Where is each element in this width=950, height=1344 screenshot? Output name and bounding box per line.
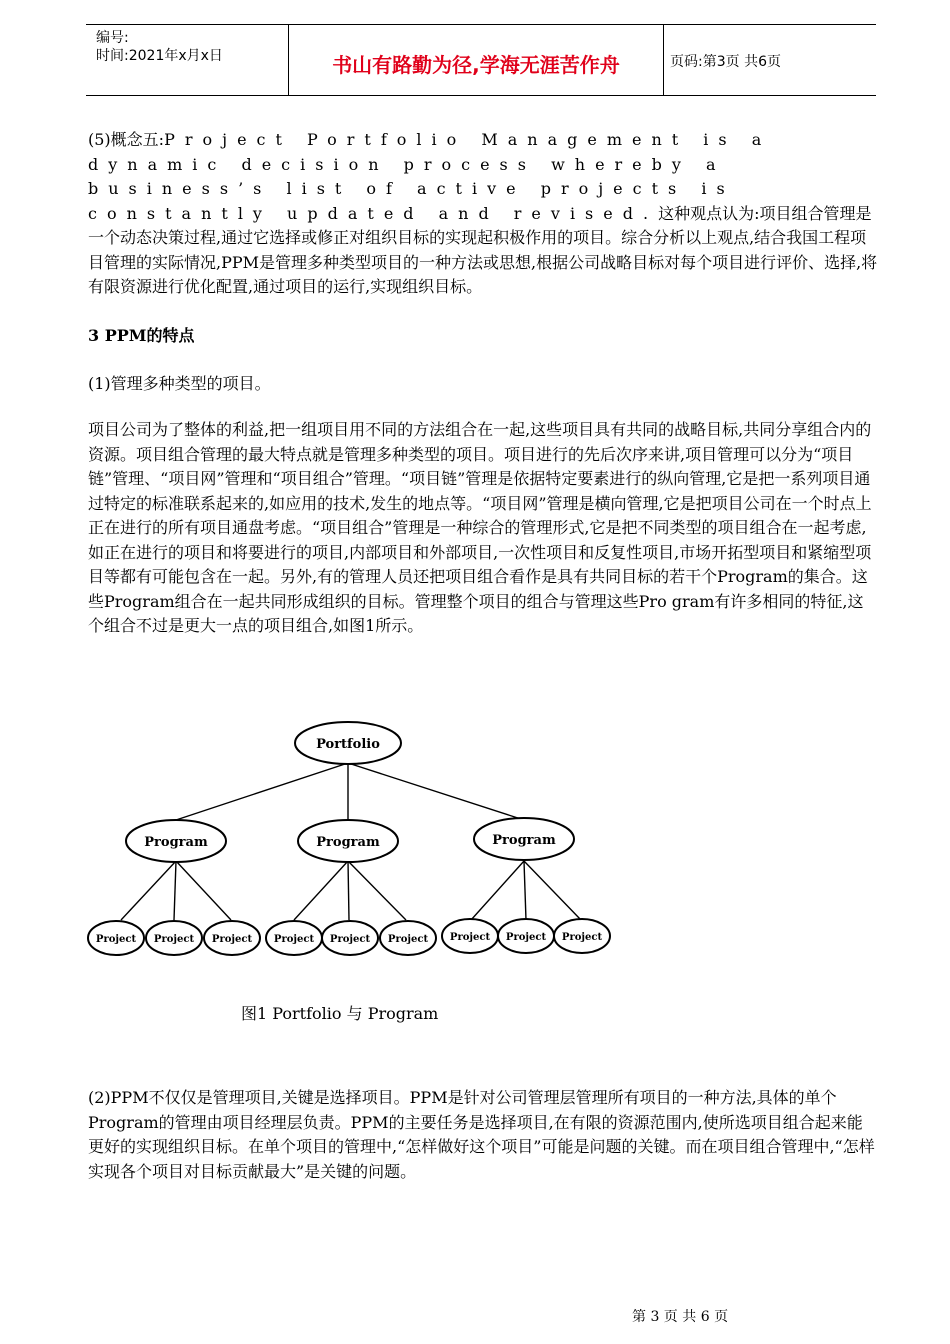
page-header	[86, 24, 876, 96]
page-footer: 第 3 页 共 6 页	[632, 1309, 729, 1325]
subheading-1: (1)管理多种类型的项目。	[88, 374, 271, 393]
figure-caption: 图1 Portfolio 与 Program	[241, 1004, 439, 1023]
project-label: Project	[561, 932, 603, 943]
program-label: Program	[316, 835, 380, 850]
header-page-number: 页码:第3页 共6页	[670, 54, 781, 70]
paragraph-ppm-selection: (2)PPM不仅仅是管理项目,关键是选择项目。PPM是针对公司管理层管理所有项目的一种方法,具体的单个Program的管理由项目经理层负责。PPM的主要任务是选择项目,在有限的资源范围内,使所选项目组合起来能更好的实现组织目标。在单个项目的管理中,“怎样做好这个项目”可能是问题的关键。而在项目组合管理中,“怎样实现各个项目对目标贡献最大”是关键的问题。	[88, 1088, 875, 1181]
paragraph-ppm-types: 项目公司为了整体的利益,把一组项目用不同的方法组合在一起,这些项目具有共同的战略目标,共同分享组合内的资源。项目组合管理的最大特点就是管理多种类型的项目。项目进行的先后次序来讲,项目管理可以分为“项目链”管理、“项目网”管理和“项目组合”管理。“项目链”管理是依据特定要素进行的纵向管理,它是把一系列项目通过特定的标准联系起来的,如应用的技术,发生的地点等。“项目网”管理是横向管理,它是把项目公司在一个时点上正在进行的所有项目通盘考虑。“项目组合”管理是一种综合的管理形式,它是把不同类型的项目组合在一起考虑,如正在进行的项目和将要进行的项目,内部项目和外部项目,一次性项目和反复性项目,市场开拓型项目和紧缩型项目等都有可能包含在一起。另外,有的管理人员还把项目组合看作是具有共同目标的若干个Program的集合。这些Program组合在一起共同形成组织的目标。管理整个项目的组合与管理这些Pro gram有许多相同的特征,这个组合不过是更大一点的项目组合,如图1所示。	[88, 420, 872, 635]
concept-five-prefix: (5)概念五:	[88, 130, 165, 149]
concept-five-chinese: 这种观点认为:项目组合管理是一个动态决策过程,通过它选择或修正对组织目标的实现起积极作用的项目。综合分析以上观点,结合我国工程项目管理的实际情况,PPM是管理多种类型项目的一种方法或思想,根据公司战略目标对每个项目进行评价、选择,将有限资源进行优化配置,通过项目的运行,实现组织目标。	[88, 203, 878, 296]
project-label: Project	[95, 934, 137, 945]
concept-five-english: Project Portfolio Management is a dynamic decision process whereby a business’s list of active projects is constantly updated and revised.	[88, 130, 772, 223]
project-label: Project	[505, 932, 547, 943]
project-label: Project	[211, 934, 253, 945]
project-label: Project	[153, 934, 195, 945]
paragraph-concept-five	[88, 128, 878, 300]
portfolio-label: Portfolio	[316, 737, 380, 752]
header-motto-cell	[288, 25, 664, 95]
project-label: Project	[329, 934, 371, 945]
header-left-cell	[86, 25, 286, 95]
program-label: Program	[492, 833, 556, 848]
header-motto: 书山有路勤为径,学海无涯苦作舟	[332, 53, 620, 77]
project-label: Project	[387, 934, 429, 945]
section-heading-3: 3 PPM的特点	[88, 326, 195, 345]
portfolio-program-diagram	[86, 710, 646, 1040]
program-label: Program	[144, 835, 208, 850]
project-label: Project	[273, 934, 315, 945]
document-number-label: 编号:	[96, 30, 129, 46]
project-label: Project	[449, 932, 491, 943]
document-time-label: 时间:2021年x月x日	[96, 48, 223, 64]
